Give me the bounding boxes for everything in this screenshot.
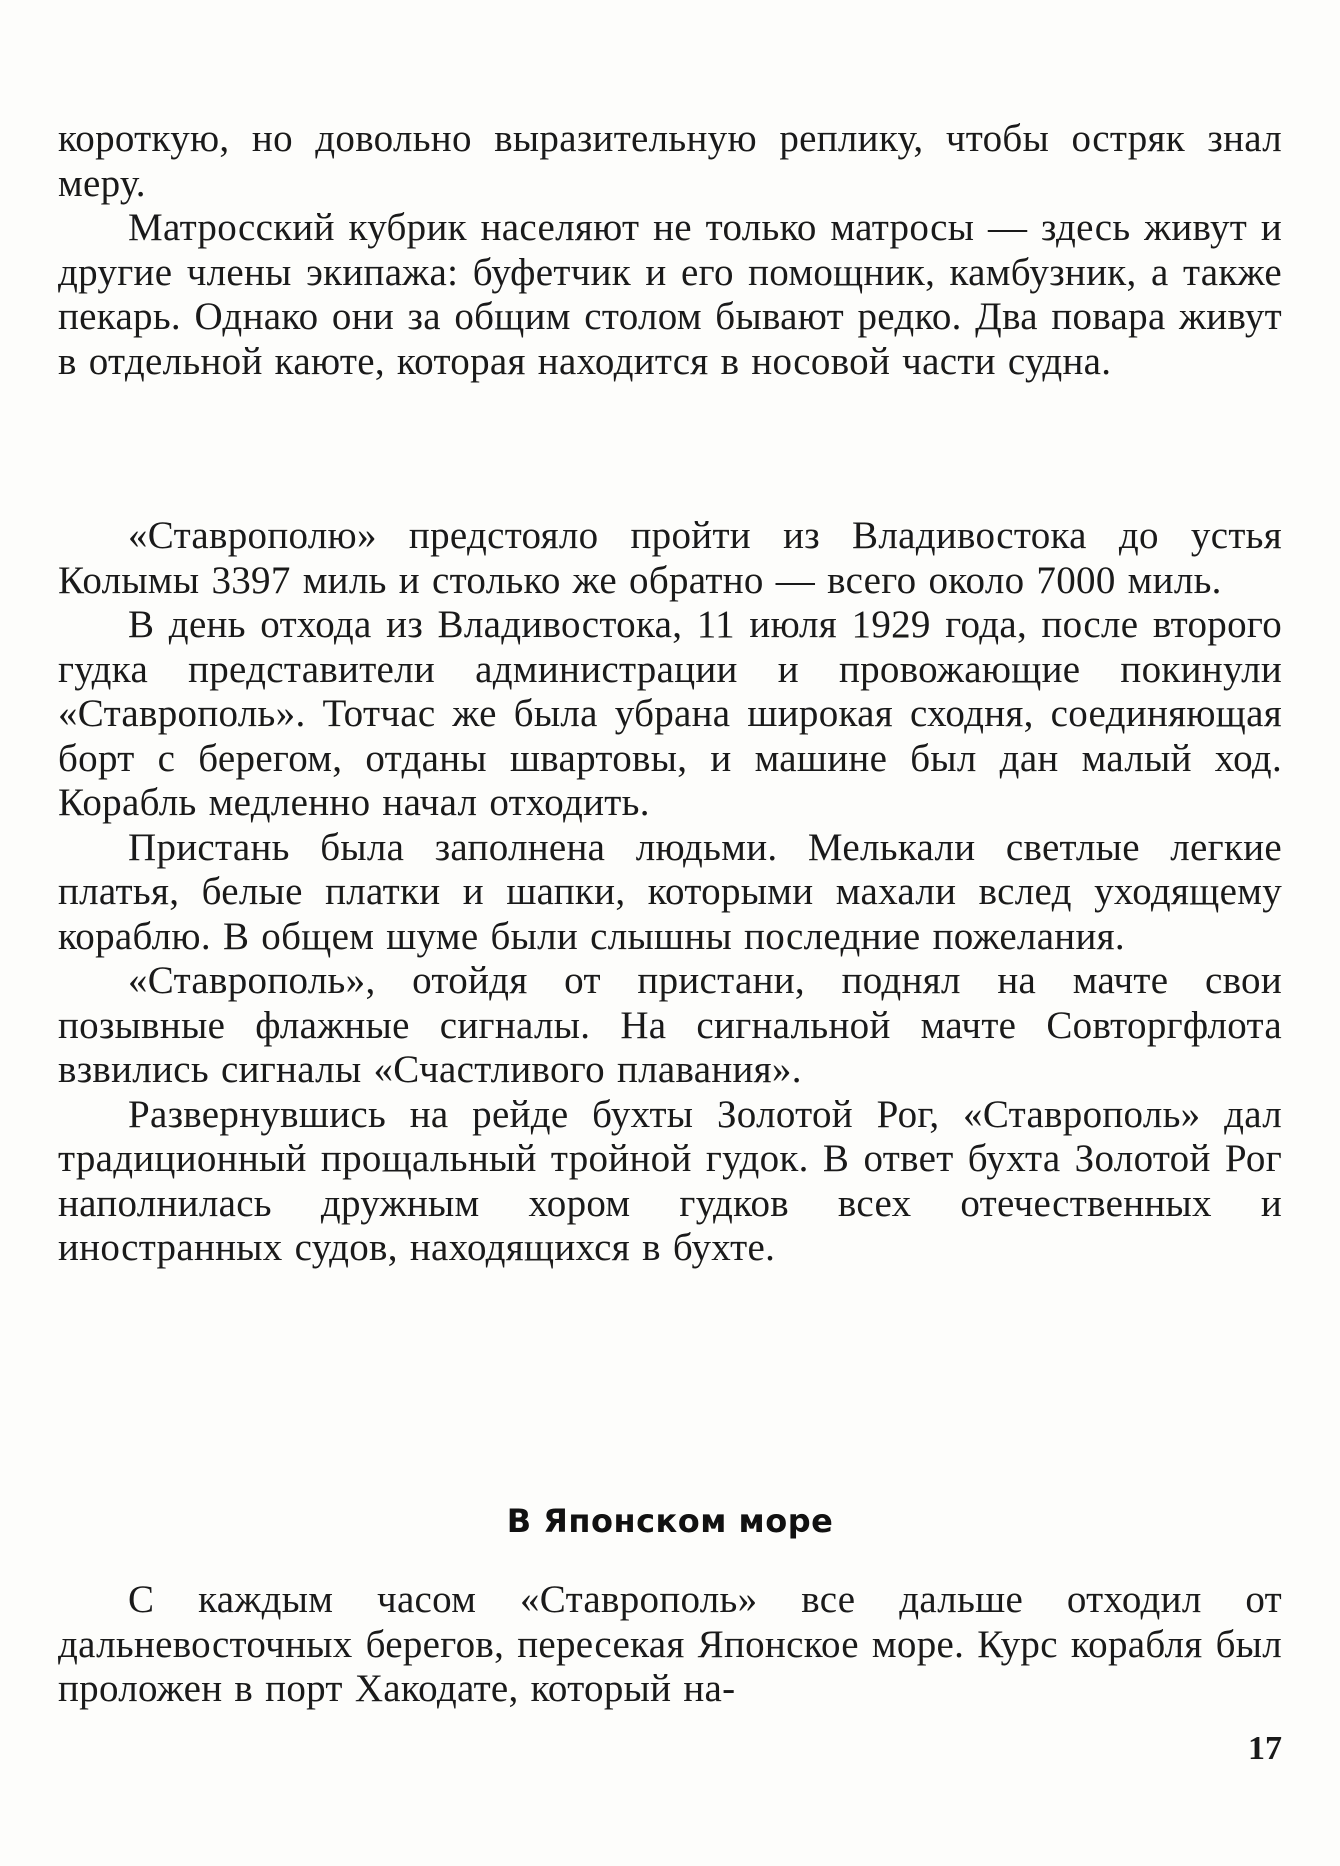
paragraph: Матросский кубрик населяют не только матросы — здесь живут и другие члены экипажа: буфетчик и его помощник, камбузник, а также пекарь. Однако они за общим столом бывают редко. Два повара живут в отдельной каюте, которая находится в носовой части судна. — [58, 206, 1282, 383]
paragraph: «Ставрополю» предстояло пройти из Владивостока до устья Колымы 3397 миль и столько же обратно — всего около 7000 миль. — [58, 514, 1282, 602]
paragraph: «Ставрополь», отойдя от пристани, поднял на мачте свои позывные флажные сигналы. На сигнальной мачте Совторгфлота взвились сигналы «Счастливого плавания». — [58, 959, 1282, 1091]
page-number: 17 — [1248, 1730, 1282, 1767]
section-heading: В Японском море — [506, 1502, 834, 1540]
paragraph: С каждым часом «Ставрополь» все дальше отходил от дальневосточных берегов, пересекая Японское море. Курс корабля был проложен в порт Хакодате, который на- — [58, 1578, 1282, 1710]
paragraph-continued: короткую, но довольно выразительную реплику, чтобы остряк знал меру. — [58, 117, 1282, 205]
text-block-top — [58, 117, 1282, 384]
paragraph: Пристань была заполнена людьми. Мелькали светлые легкие платья, белые платки и шапки, которыми махали вслед уходящему кораблю. В общем шуме были слышны последние пожелания. — [58, 825, 1282, 958]
paragraph: Развернувшись на рейде бухты Золотой Рог, «Ставрополь» дал традиционный прощальный тройной гудок. В ответ бухта Золотой Рог наполнилась дружным хором гудков всех отечественных и иностранных судов, находящихся в бухте. — [58, 1092, 1282, 1269]
paragraph: В день отхода из Владивостока, 11 июля 1929 года, после второго гудка представители администрации и провожающие покинули «Ставрополь». Тотчас же была убрана широкая сходня, соединяющая борт с берегом, отданы швартовы, и машине был дан малый ход. Корабль медленно начал отходить. — [58, 603, 1282, 824]
text-block-section — [58, 1578, 1282, 1712]
text-block-middle — [58, 514, 1282, 1271]
